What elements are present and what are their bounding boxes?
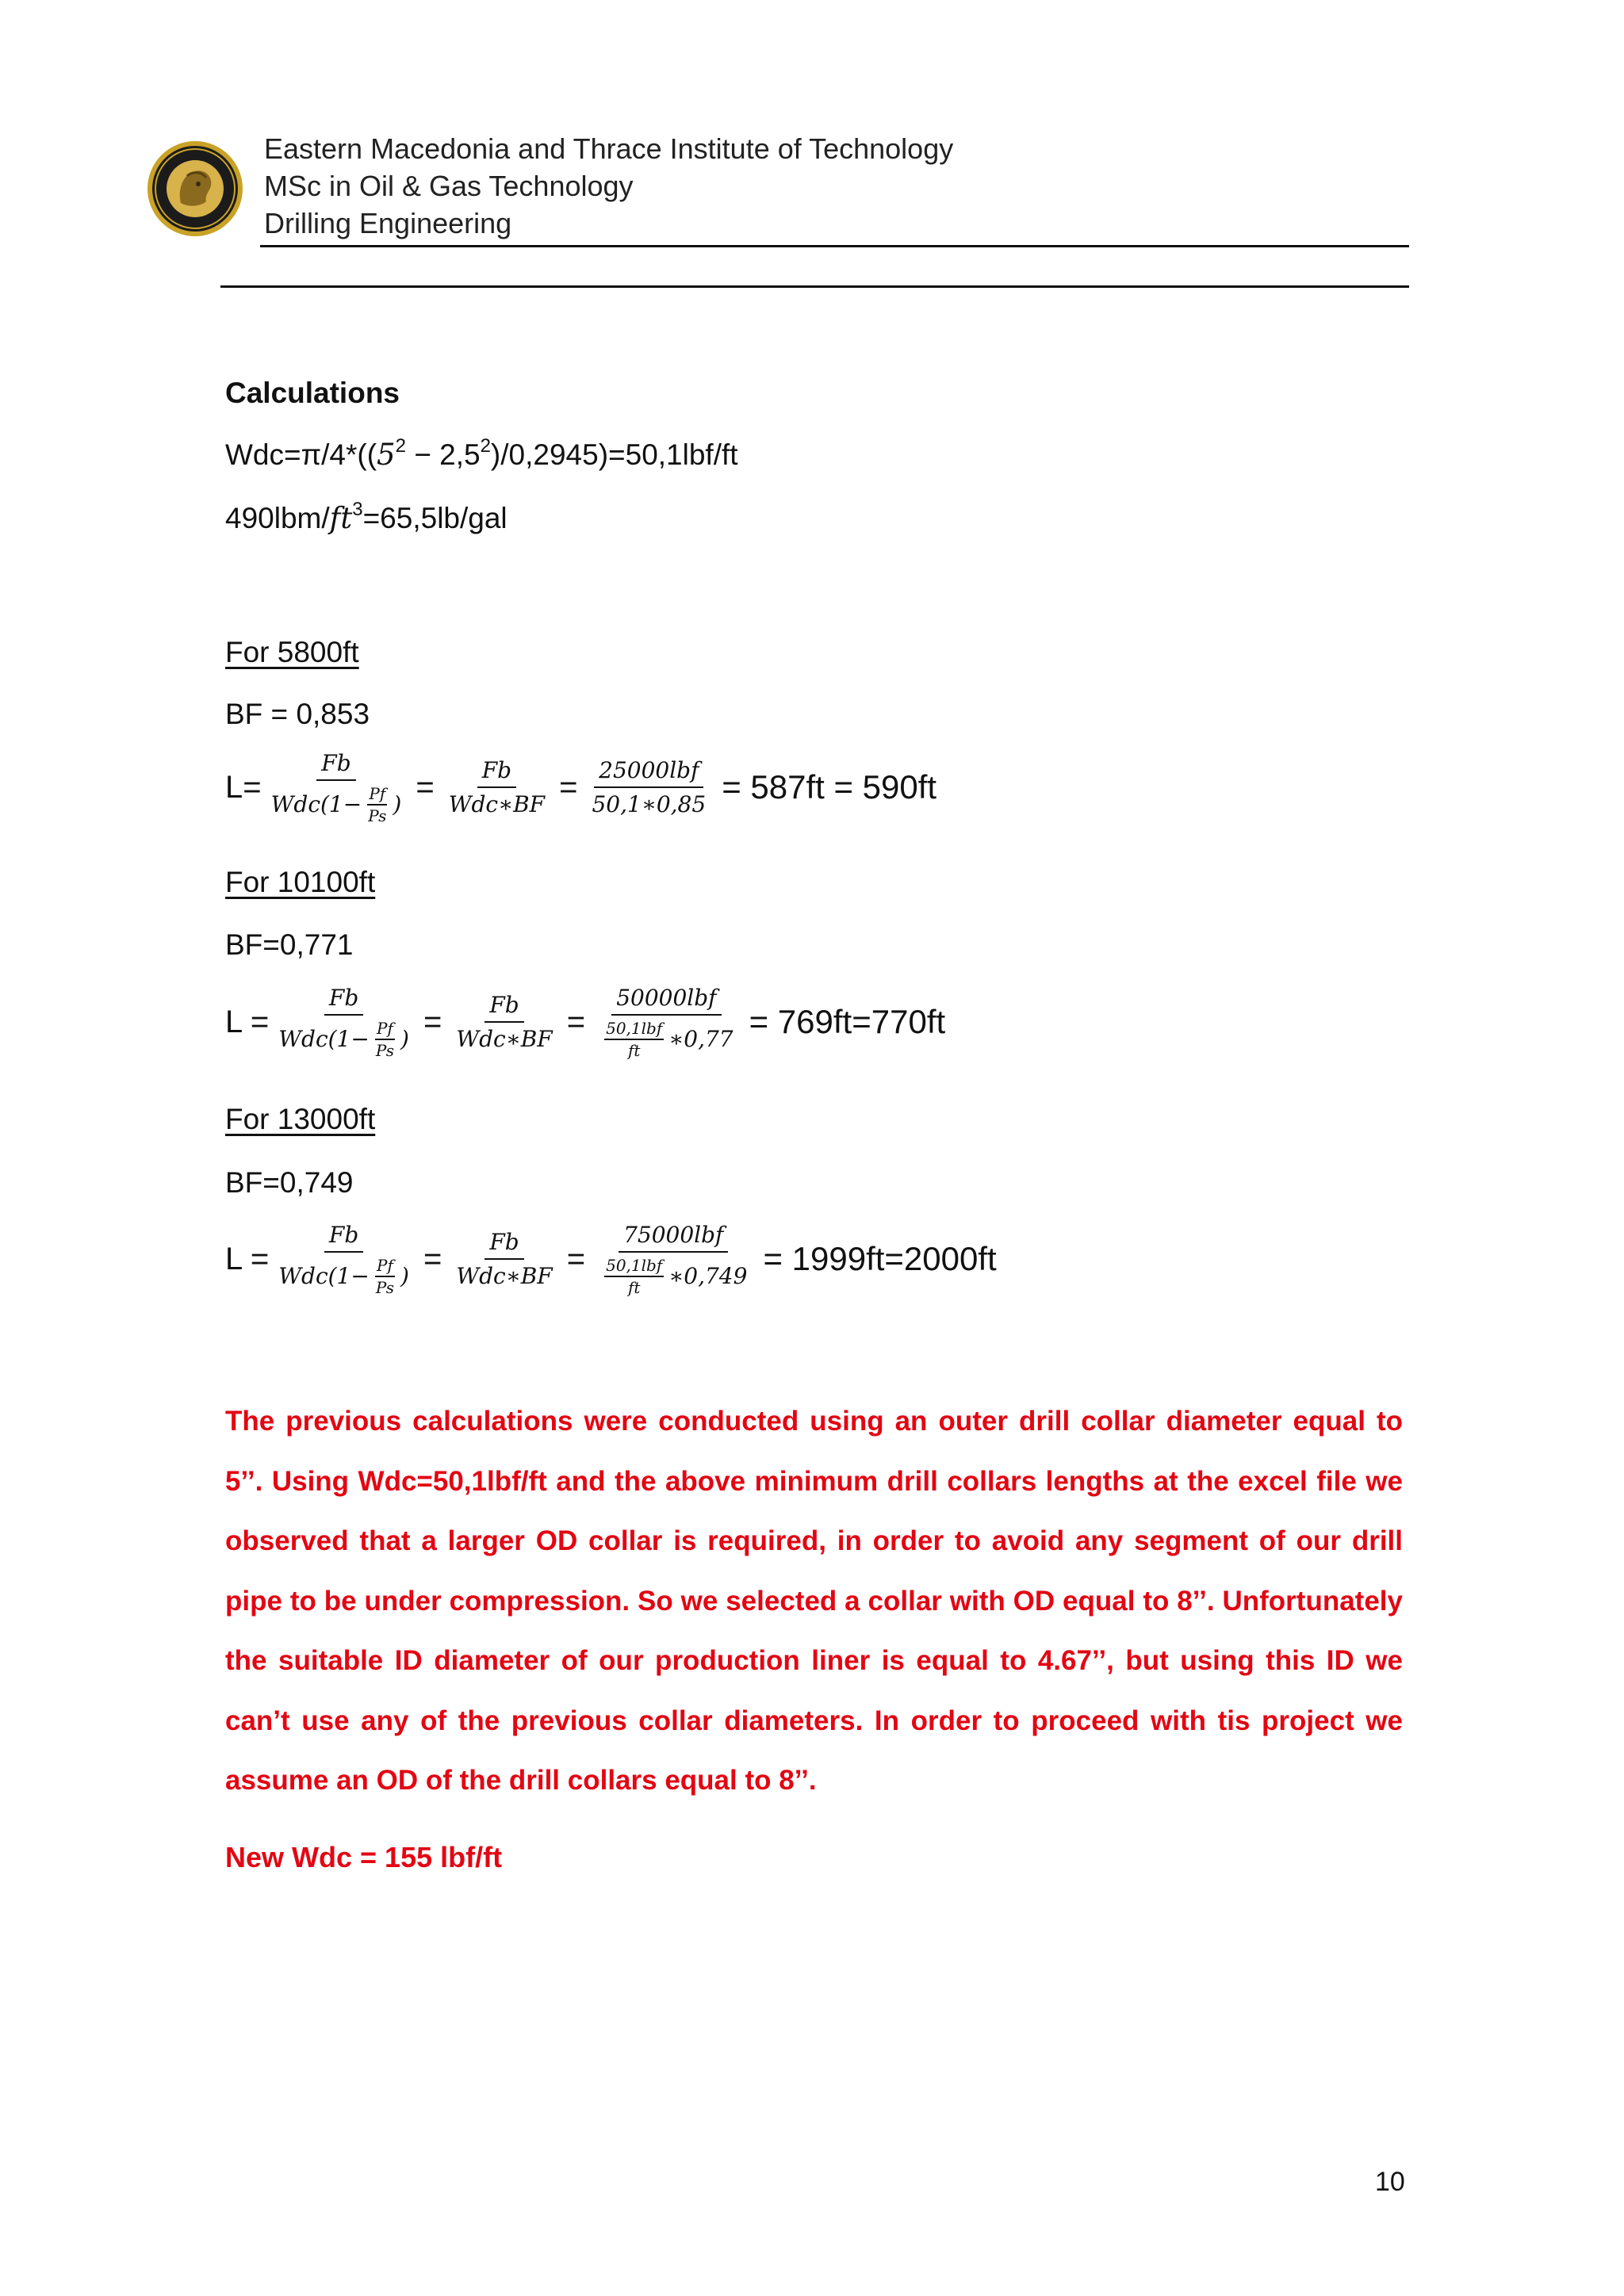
institute-seal-icon (146, 140, 244, 238)
new-wdc-value: New Wdc = 155 lbf/ft (225, 1841, 503, 1873)
case-title: For 5800ft (225, 636, 359, 668)
density-equation: $490lbm/ft^3=65,5lb$/gal (225, 499, 508, 535)
header-rule-lower (220, 285, 1409, 288)
case-bf: BF=0,749 (225, 1166, 354, 1199)
case-title: For 13000ft (225, 1103, 376, 1135)
length-equation: L= Fb Wdc(1− $\frac{Pf}{Ps}$ ) = $\frac{Fb}{\text{Wdc∗BF}}$ = $\frac{\text{25000lbf}}{50,1∗0,85}$ = 587ft = 590ft (225, 749, 937, 825)
header-course: Drilling Engineering (264, 207, 512, 239)
case-title: For 10100ft (225, 866, 376, 898)
header-program: MSc in Oil & Gas Technology (264, 170, 634, 202)
red-note-paragraph: The previous calculations were conducted using an outer drill collar diameter equal to 5’’. Using Wdc=50,1lbf/ft and the above minimum drill collars lengths at the excel file we observed that a larger OD collar is required, in order to avoid any segment of our drill pipe to be under compression. So we selected a collar with OD equal to 8’’. Unfortunately the suitable ID diameter of our production liner is equal to 4.67’’, but using this ID we can’t use any of the previous collar diameters. In order to proceed with tis project we assume an OD of the drill collars equal to 8’’. (225, 1406, 1403, 1796)
length-equation: L = Fb Wdc(1− $\frac{Pf}{Ps}$ ) = $\frac{Fb}{\text{Wdc∗BF}}$ = 75000lbf $\frac{\text{50,1lbf}}{ft}$ ∗0,749 = 1999ft=2000ft (225, 1221, 997, 1297)
header-rule (260, 245, 1409, 247)
header-institution: Eastern Macedonia and Thrace Institute of Technology (264, 132, 954, 165)
section-heading: Calculations (225, 377, 400, 409)
wdc-equation: $Wdc=\pi/4*((5^2 - 2,5^2)/0,2945)=50,1lbf/ft$ (225, 435, 738, 472)
page-number: 10 (1375, 2167, 1405, 2197)
length-equation: L = Fb Wdc(1− $\frac{Pf}{Ps}$ ) = $\frac{Fb}{\text{Wdc∗BF}}$ = 50000lbf $\frac{\text{50,1lbf}}{ft}$ ∗0,77 = 769ft=770ft (225, 984, 946, 1060)
page-header (264, 130, 953, 242)
case-bf: BF=0,771 (225, 928, 354, 961)
case-bf: BF = 0,853 (225, 698, 370, 730)
